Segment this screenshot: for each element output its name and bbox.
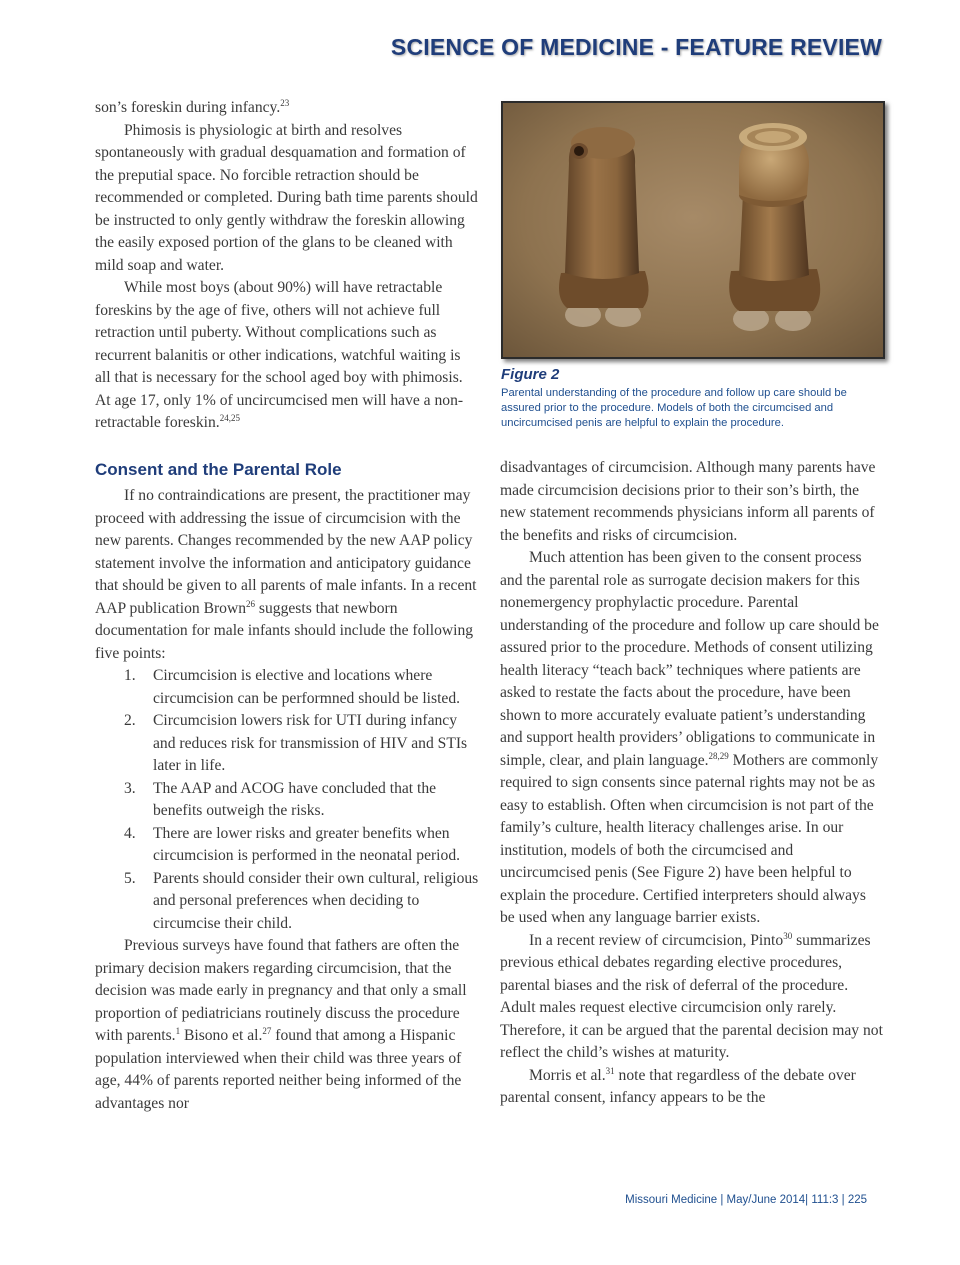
text: Mothers are commonly required to sign consents since paternal rights may not be as easy to establish. Often when circumcision is not part of the family’s culture, health literacy challenges arise. In our institution, models of both the circumcised and uncircumcised penis (See Figure 2) have been helpful to explain the procedure. Certified interpreters should always be used when any language barrier exists. <box>500 751 879 926</box>
list-item <box>95 778 479 823</box>
figure-title: Figure 2 <box>501 366 560 383</box>
list-text: The AAP and ACOG have concluded that the benefits outweigh the risks. <box>153 779 437 819</box>
right-column <box>500 457 884 1110</box>
list-item <box>95 823 479 868</box>
paragraph: disadvantages of circumcision. Although many parents have made circumcision decisions prior to their son’s birth, the new statement recommends physicians inform all parents of the benefits and risks of circumcision. <box>500 459 876 544</box>
paragraph: Phimosis is physiologic at birth and resolves spontaneously with gradual desquamation and formation of the preputial space. No forcible retraction should be recommended or completed. During bath time parents should be instructed to only gently withdraw the foreskin allowing the easily exposed portion of the glans to be cleaned with mild soap and water. <box>95 121 478 274</box>
figure-caption: Parental understanding of the procedure and follow up care should be assured prior to the procedure. Models of both the circumcised and uncircumcised penis are helpful to explain the procedure. <box>501 387 847 429</box>
list-text: Circumcision lowers risk for UTI during infancy and reduces risk for transmission of HIV and STIs later in life. <box>153 712 468 774</box>
citation-ref: 30 <box>783 930 793 941</box>
list-item <box>95 868 479 936</box>
paragraph <box>95 485 479 665</box>
text: In a recent review of circumcision, Pinto <box>529 931 784 949</box>
list-item <box>95 710 479 778</box>
citation-ref: 1 <box>175 1026 181 1036</box>
list-number: 5. <box>124 869 136 887</box>
text: Previous surveys have found that fathers are often the primary decision makers regarding circumcision, that the decision was made early in pregnancy and that only a small proportion of pediatricians routinely discuss the procedure with parents. <box>95 937 467 1044</box>
paragraph <box>500 930 884 1065</box>
text: found that among a Hispanic population interviewed when their child was three years of age, 44% of parents reported neither being informed of the advantages nor <box>95 1027 462 1112</box>
citation-ref: 28,29 <box>708 750 729 761</box>
citation-ref: 27 <box>262 1026 272 1036</box>
figure-image <box>501 101 885 359</box>
text: While most boys (about 90%) will have retractable foreskins by the age of five, others will not achieve full retraction until puberty. Without complications such as recurrent balanitis or other indications, watchful waiting is all that is necessary for the school aged boy with phimosis. At age 17, only 1% of uncircumcised men will have a non-retractable foreskin. <box>95 279 464 431</box>
paragraph <box>95 935 479 1115</box>
citation-ref: 24,25 <box>219 413 240 423</box>
citation-ref: 23 <box>280 98 290 108</box>
list-text: Circumcision is elective and locations where circumcision can be performned should be listed. <box>153 667 461 707</box>
text: summarizes previous ethical debates regarding elective procedures, parental biases and the risk of deferral of the procedure. Adult males request elective circumcision only rarely. Therefore, it can be argued that the parental decision may not reflect the child’s wishes at maturity. <box>500 931 883 1061</box>
section-header: SCIENCE OF MEDICINE - FEATURE REVIEW <box>390 34 882 60</box>
text: Morris et al. <box>529 1066 606 1084</box>
section-heading: Consent and the Parental Role <box>95 460 342 479</box>
text: Bisono et al. <box>180 1027 263 1044</box>
list-number: 4. <box>124 824 136 842</box>
list-item <box>95 665 479 710</box>
citation-ref: 31 <box>605 1065 615 1076</box>
list-number: 2. <box>124 712 136 729</box>
list-number: 1. <box>124 667 136 684</box>
text: suggests that newborn documentation for male infants should include the following five points: <box>95 599 474 662</box>
text: Much attention has been given to the consent process and the parental role as surrogate decision makers for this nonemergency prophylactic procedure. Parental understanding of the procedure and follow up care should be assured prior to the procedure. Methods of consent utilizing health literacy “teach back” techniques where patients are asked to restate the facts about the procedure, have been shown to more accurately evaluate patient’s understanding and support health providers’ obligations to communicate in simple, clear, and plain language. <box>500 549 879 769</box>
text: note that regardless of the debate over parental consent, infancy appears to be the <box>500 1066 856 1106</box>
journal-footer: Missouri Medicine | May/June 2014| 111:3 | 225 <box>625 1194 867 1206</box>
paragraph <box>95 277 479 435</box>
citation-ref: 26 <box>246 598 256 609</box>
paragraph <box>500 547 884 930</box>
numbered-list <box>95 665 479 935</box>
left-column-bottom <box>95 457 479 1115</box>
text: If no contraindications are present, the practitioner may proceed with addressing the issue of circumcision with the new parents. Changes recommended by the new AAP policy statement involve the information and anticipatory guidance that should be given to all parents of male infants. In a recent AAP publication Brown <box>95 487 477 617</box>
penis-models-photo <box>503 103 883 357</box>
paragraph <box>500 1065 884 1110</box>
text: son’s foreskin during infancy. <box>95 99 281 116</box>
list-text: There are lower risks and greater benefits when circumcision is performed in the neonatal period. <box>153 824 461 864</box>
list-number: 3. <box>124 779 136 797</box>
list-text: Parents should consider their own cultural, religious and personal preferences when deciding to circumcise their child. <box>153 869 479 932</box>
paragraph <box>95 97 479 120</box>
left-column-top <box>95 97 479 435</box>
